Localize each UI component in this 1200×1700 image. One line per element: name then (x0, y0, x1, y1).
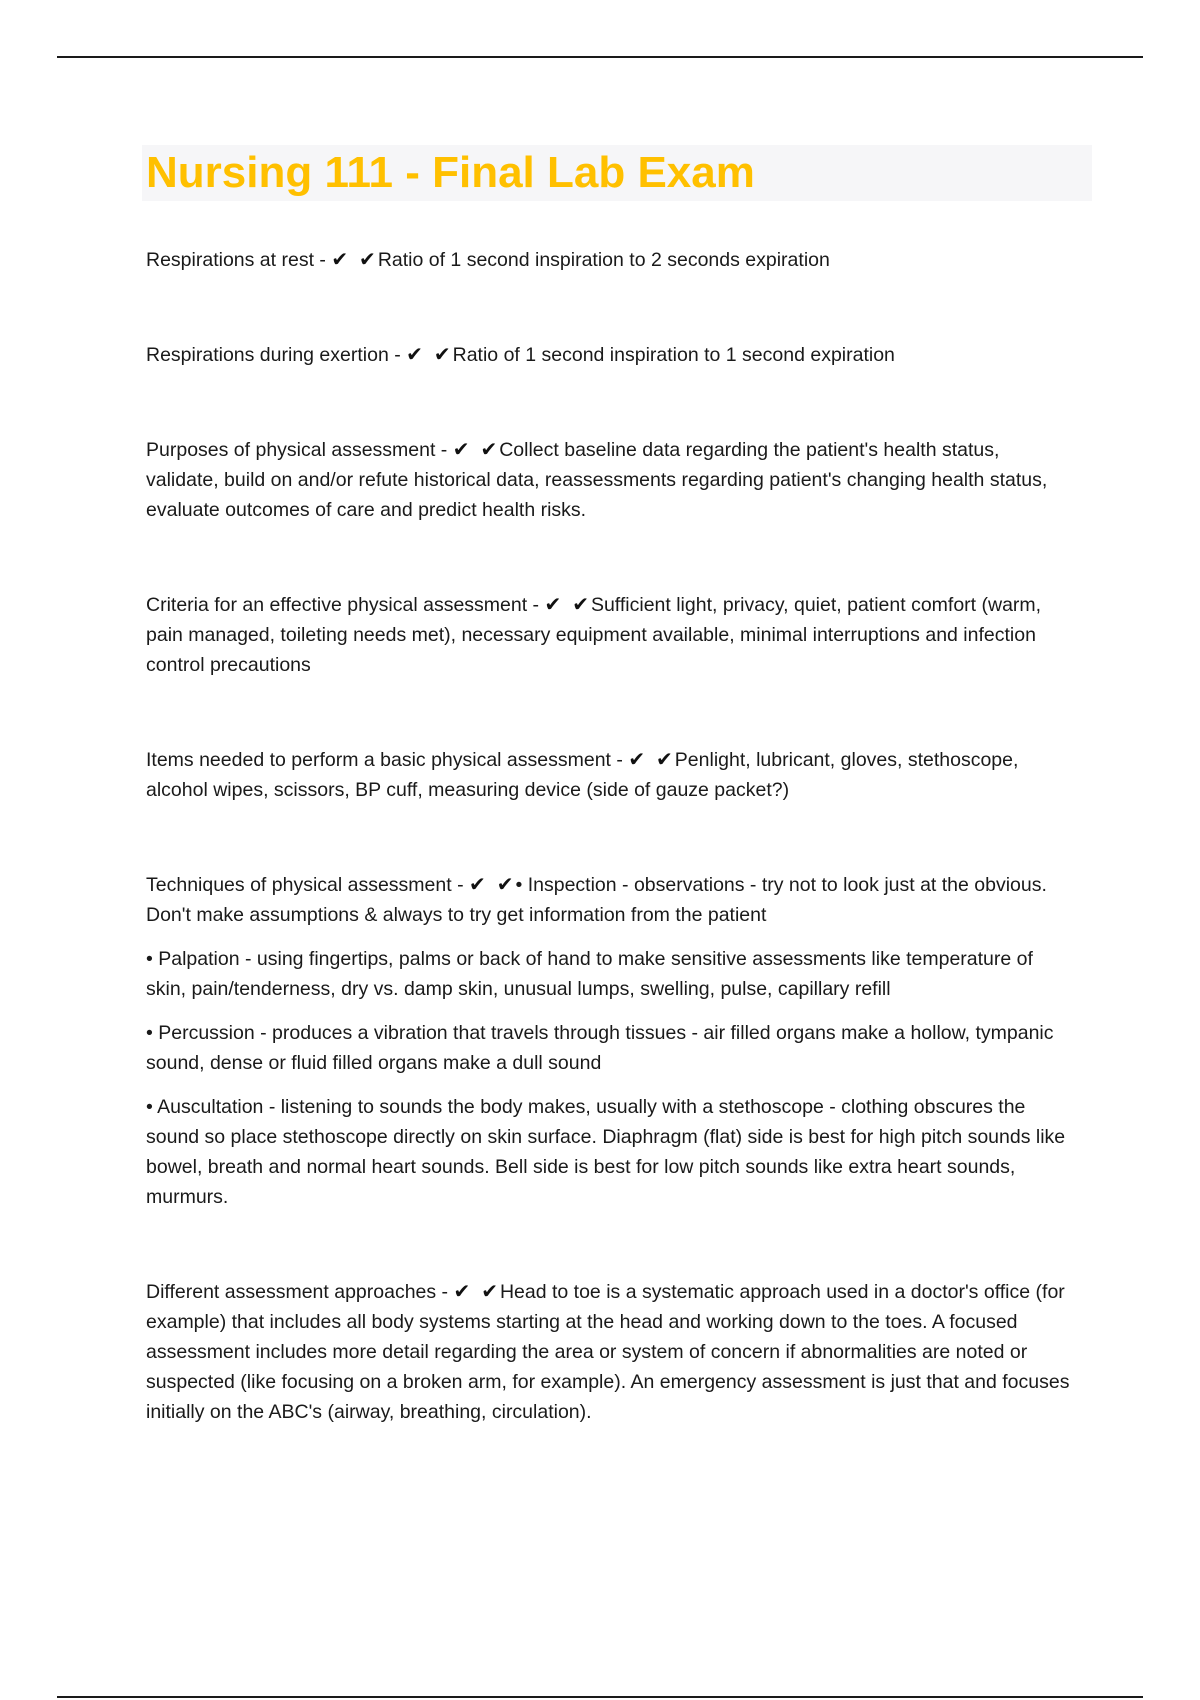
answer-text: Ratio of 1 second inspiration to 1 second expiration (452, 344, 895, 366)
qa-item (146, 244, 1076, 275)
qa-item (146, 589, 1076, 680)
qa-item (146, 1276, 1076, 1427)
check-mark-icon: ✔ ✔ (452, 437, 500, 461)
qa-text (146, 869, 1076, 930)
check-mark-icon: ✔ ✔ (453, 1279, 500, 1303)
check-mark-icon: ✔ ✔ (406, 342, 453, 366)
check-mark-icon: ✔ ✔ (331, 247, 378, 271)
question-text: Respirations at rest - (146, 249, 332, 271)
question-text: Techniques of physical assessment - (146, 874, 469, 896)
qa-item (146, 744, 1076, 805)
qa-text (146, 339, 1076, 370)
check-mark-icon: ✔ ✔ (544, 592, 591, 616)
qa-text (146, 244, 1076, 275)
qa-item (146, 869, 1076, 1212)
question-text: Items needed to perform a basic physical assessment - (146, 749, 629, 771)
footer-rule (57, 1696, 1143, 1698)
answer-text: Penlight, lubricant, gloves, stethoscope, alcohol wipes, scissors, BP cuff, measuring device (side of gauze packet?) (146, 749, 1019, 801)
document-body (146, 244, 1076, 1491)
qa-text (146, 744, 1076, 805)
check-mark-icon: ✔ ✔ (469, 872, 516, 896)
header-rule (57, 56, 1143, 58)
document-title: Nursing 111 - Final Lab Exam (146, 148, 755, 197)
answer-text: Collect baseline data regarding the patient's health status, validate, build on and/or refute historical data, reassessments regarding patient's changing health status, evaluate outcomes of care and predict health risks. (146, 439, 1048, 521)
qa-text (146, 1276, 1076, 1427)
bullet-auscultation: • Auscultation - listening to sounds the body makes, usually with a stethoscope - clothing obscures the sound so place stethoscope directly on skin surface. Diaphragm (flat) side is best for high pitch sounds like bowel, breath and normal heart sounds. Bell side is best for low pitch sounds like extra heart sounds, murmurs. (146, 1096, 1066, 1208)
bullet-percussion: • Percussion - produces a vibration that travels through tissues - air filled organs make a hollow, tympanic sound, dense or fluid filled organs make a dull sound (146, 1022, 1054, 1074)
question-text: Respirations during exertion - (146, 344, 407, 366)
answer-text: Head to toe is a systematic approach used in a doctor's office (for example) that includes all body systems starting at the head and working down to the toes. A focused assessment includes more detail regarding the area or system of concern if abnormalities are noted or suspected (like focusing on a broken arm, for example). An emergency assessment is just that and focuses initially on the ABC's (airway, breathing, circulation). (146, 1281, 1070, 1423)
question-text: Criteria for an effective physical assessment - (146, 594, 545, 616)
answer-text: Ratio of 1 second inspiration to 2 seconds expiration (377, 249, 830, 271)
check-mark-icon: ✔ ✔ (628, 747, 675, 771)
answer-text: Sufficient light, privacy, quiet, patient comfort (warm, pain managed, toileting needs met), necessary equipment available, minimal interruptions and infection control precautions (146, 594, 1042, 676)
question-text: Purposes of physical assessment - (146, 439, 453, 461)
answer-text: • Inspection - observations - try not to look just at the obvious. Don't make assumptions & always to try get information from the patient (146, 874, 1047, 926)
question-text: Different assessment approaches - (146, 1281, 454, 1303)
qa-item (146, 339, 1076, 370)
qa-item (146, 434, 1076, 525)
qa-text (146, 589, 1076, 680)
bullet-palpation: • Palpation - using fingertips, palms or back of hand to make sensitive assessments like temperature of skin, pain/tenderness, dry vs. damp skin, unusual lumps, swelling, pulse, capillary refill (146, 948, 1033, 1000)
qa-text (146, 434, 1076, 525)
